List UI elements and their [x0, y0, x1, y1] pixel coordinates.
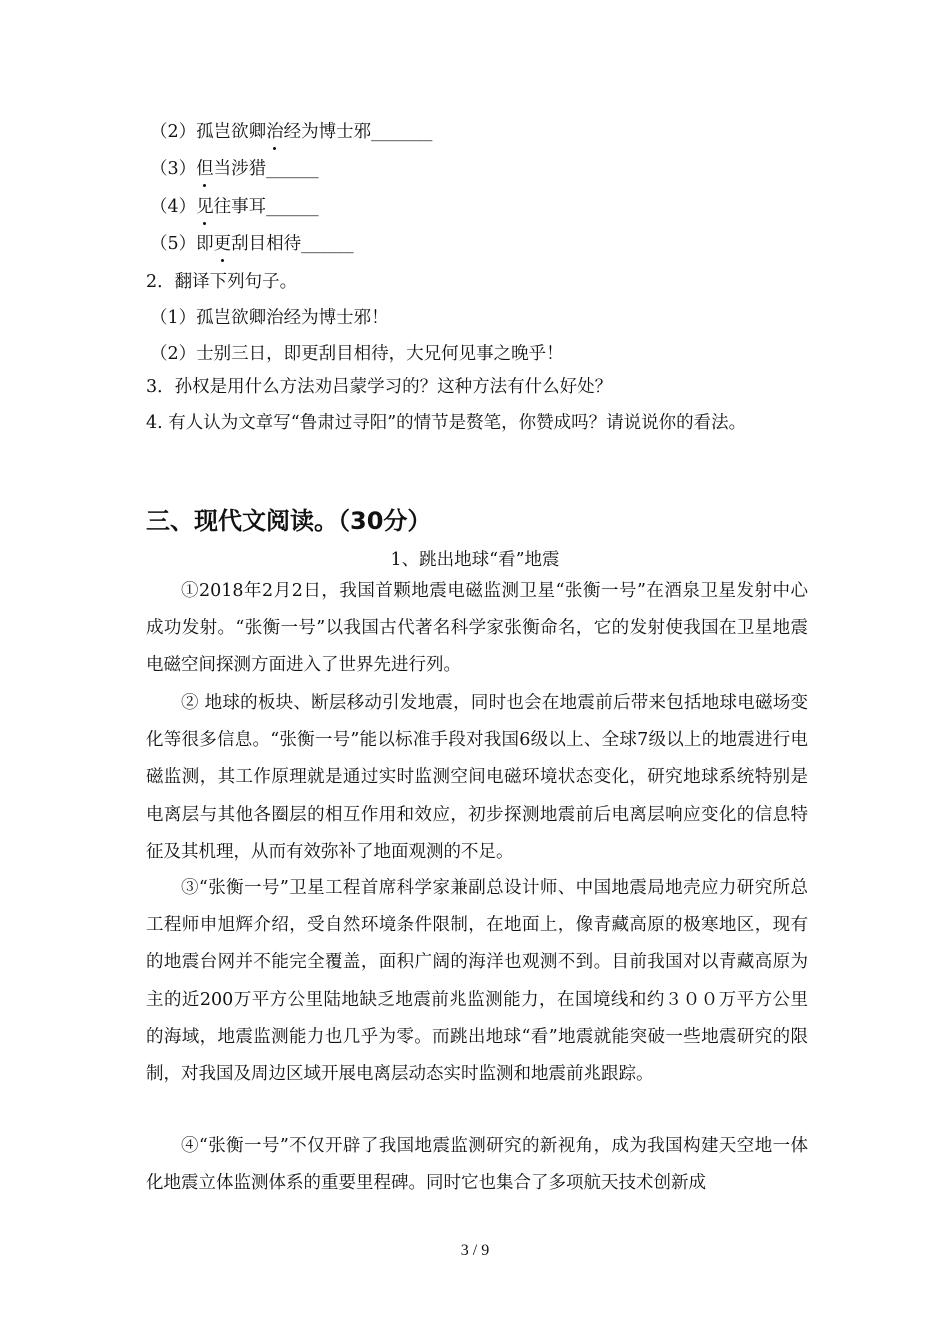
emphasized-char: 更 [213, 234, 232, 254]
emphasized-char: 但 [196, 159, 214, 179]
article-paragraph-2: ② 地球的板块、断层移动引发地震，同时也会在地震前后带来包括地球电磁场变化等很多信息。“张衡一号”能以标准手段对我国6级以上、全球7级以上的地震进行电磁监测，其工作原理就是通过实时监测空间电磁环境状态变化，研究地球系统特别是电离层与其他各圈层的相互作用和效应，初步探测地震前后电离层响应变化的信息特征及其机理，从而有效弥补了地面观测的不足。 [146, 693, 808, 862]
question-4: 4. 有人认为文章写“鲁肃过寻阳”的情节是赘笔，你赞成吗？请说说你的看法。 [146, 413, 747, 433]
item-blank-text: 刮目相待______ [231, 234, 354, 254]
page-number: 3 / 9 [460, 1242, 490, 1259]
item-blank-text: 经为博士邪_______ [283, 122, 433, 142]
question-2-sentence-2: （2）士别三日，即更刮目相待，大兄何见事之晚乎！ [150, 344, 564, 364]
article-title: 1、跳出地球“看”地震 [390, 550, 560, 570]
item-blank-text: 当涉猎______ [213, 159, 319, 179]
item-text: （5）即 [150, 234, 214, 254]
question-1-item-2 [150, 121, 432, 143]
question-1-item-3 [150, 158, 319, 180]
item-blank-text: 往事耳______ [213, 197, 319, 217]
question-1-item-4 [150, 196, 319, 218]
emphasized-char: 治 [266, 122, 284, 142]
article-paragraph-1: ①2018年2月2日，我国首颗地震电磁监测卫星“张衡一号”在酒泉卫星发射中心成功发射。“张衡一号”以我国古代著名科学家张衡命名，它的发射使我国在卫星地震电磁空间探测方面进入了世界先进行列。 [146, 581, 808, 676]
item-text: （3） [150, 159, 197, 179]
question-2-sentence-1: （1）孤岂欲卿治经为博士邪！ [150, 308, 389, 328]
question-1-item-5 [150, 233, 354, 255]
item-text: （2）孤岂欲卿 [150, 122, 267, 142]
article-paragraph-3: ③“张衡一号”卫星工程首席科学家兼副总设计师、中国地震局地壳应力研究所总工程师申旭辉介绍，受自然环境条件限制，在地面上，像青藏高原的极寒地区，现有的地震台网并不能完全覆盖，面积广阔的海洋也观测不到。目前我国对以青藏高原为主的近200万平方公里陆地缺乏地震前兆监测能力，在国境线和约３００万平方公里的海域，地震监测能力也几乎为零。而跳出地球“看”地震就能突破一些地震研究的限制，对我国及周边区域开展电离层动态实时监测和地震前兆跟踪。 [146, 878, 808, 1085]
article-paragraph-4: ④“张衡一号”不仅开辟了我国地震监测研究的新视角，成为我国构建天空地一体化地震立体监测体系的重要里程碑。同时它也集合了多项航天技术创新成 [146, 1136, 808, 1194]
item-text: （4） [150, 197, 197, 217]
section-heading: 三、现代文阅读。（30分） [146, 507, 432, 535]
emphasized-char: 见 [196, 197, 214, 217]
question-2-title: 2．翻译下列句子。 [146, 272, 298, 292]
question-3: 3．孙权是用什么方法劝吕蒙学习的？这种方法有什么好处？ [146, 377, 613, 397]
